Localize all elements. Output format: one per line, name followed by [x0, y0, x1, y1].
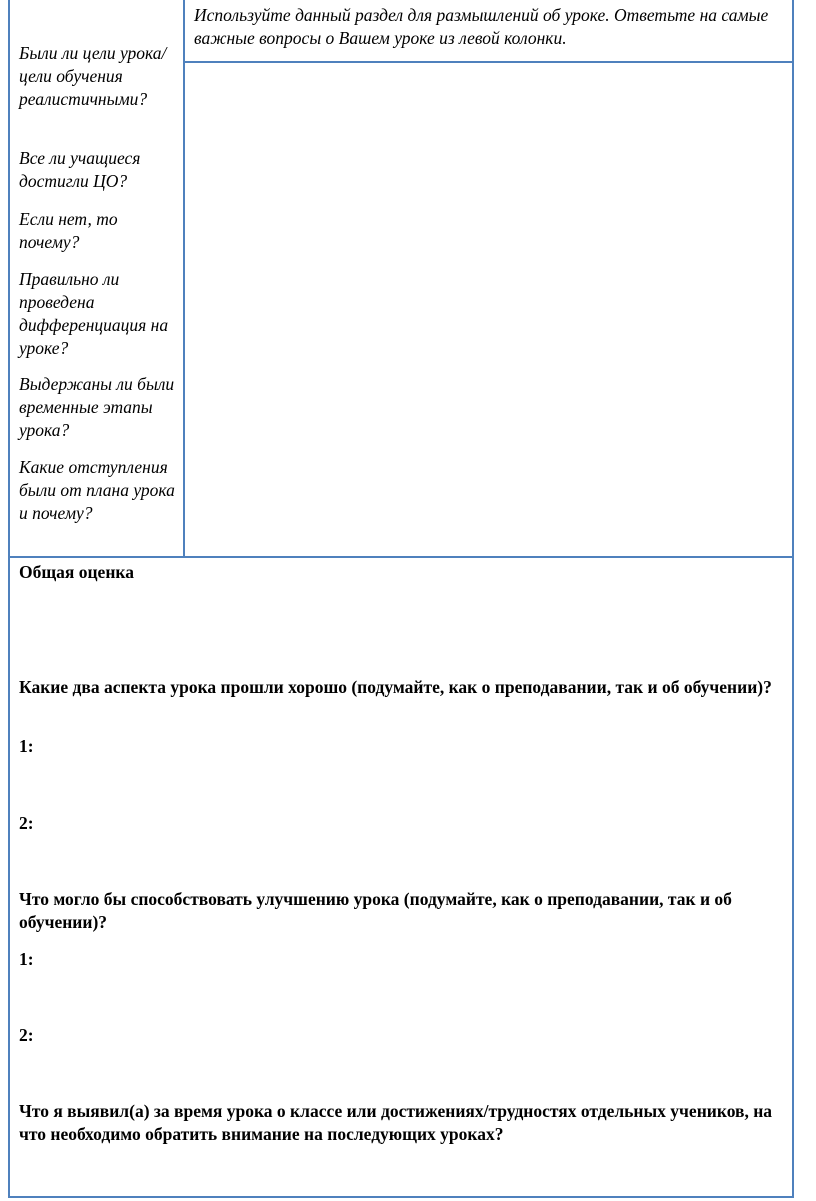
learned-question: Что я выявил(а) за время урока о классе или достижениях/трудностях отдельных учеников, на что необходимо обратить внимание на последующих уроках?: [19, 1101, 773, 1144]
reflection-instruction: Используйте данный раздел для размышлений об уроке. Ответьте на самые важные вопросы о Вашем уроке из левой колонки.: [194, 5, 769, 48]
went-well-item-2: 2:: [19, 813, 34, 833]
summary-row-divider: [8, 556, 794, 558]
went-well-question: Какие два аспекта урока прошли хорошо (подумайте, как о преподавании, так и об обучении)?: [19, 677, 772, 697]
instruction-row-divider: [185, 61, 794, 63]
went-well-item-1: 1:: [19, 736, 34, 756]
column-divider: [183, 0, 185, 558]
question-goals-achieved: Все ли учащиеся достигли ЦО?: [19, 148, 141, 191]
reflection-answer-area[interactable]: [186, 64, 792, 555]
question-deviations: Какие отступления были от плана урока и почему?: [19, 457, 175, 523]
summary-title: Общая оценка: [19, 562, 134, 582]
question-if-not-why: Если нет, то почему?: [19, 209, 118, 252]
improve-item-1: 1:: [19, 949, 34, 969]
question-timing: Выдержаны ли были временные этапы урока?: [19, 374, 175, 440]
question-goals-realistic: Были ли цели урока/цели обучения реалистичными?: [19, 43, 167, 109]
improve-item-2: 2:: [19, 1025, 34, 1045]
improve-question: Что могло бы способствовать улучшению урока (подумайте, как о преподавании, так и об обучении)?: [19, 889, 732, 932]
question-differentiation: Правильно ли проведена дифференциация на уроке?: [19, 269, 169, 358]
